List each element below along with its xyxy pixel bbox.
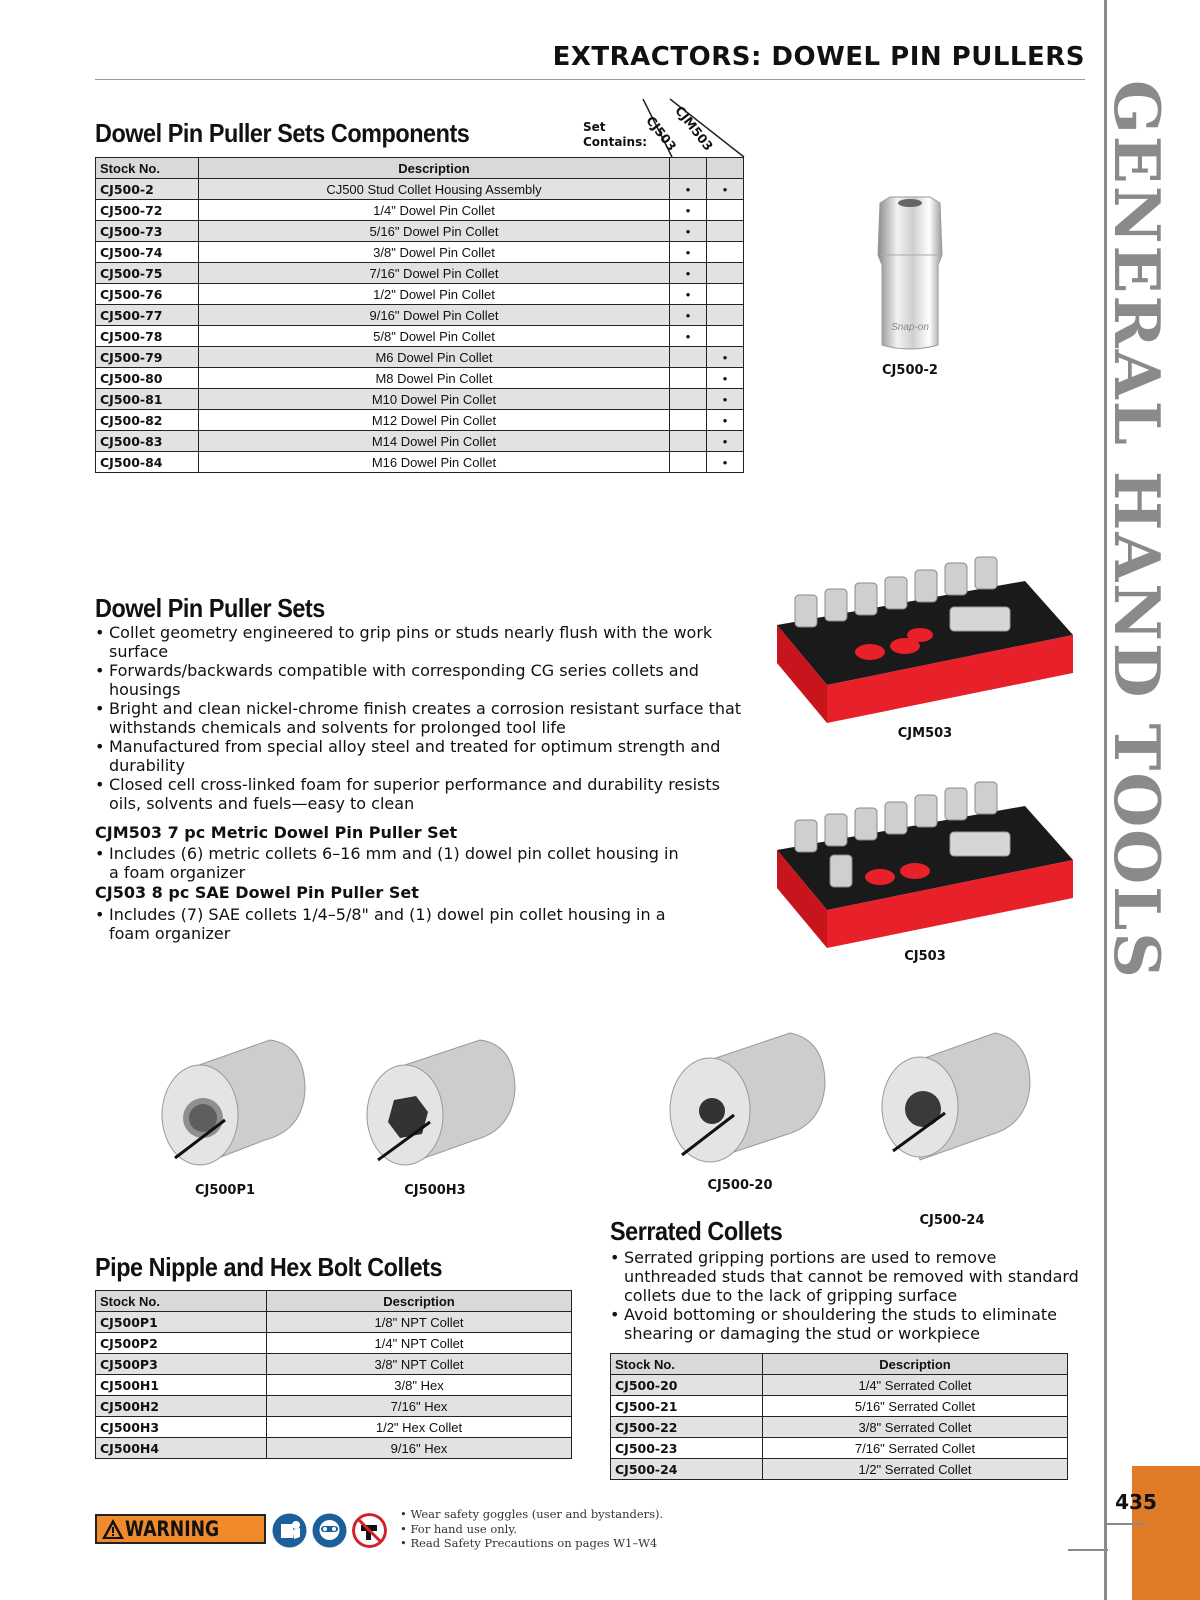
section-tab — [1132, 1466, 1200, 1600]
cj503-caption: CJ503 — [904, 949, 946, 964]
table-row — [96, 284, 744, 305]
side-title — [1097, 80, 1177, 1010]
serrated-feature-list — [610, 1248, 1090, 1343]
description-cell: 3/8" Serrated Collet — [763, 1417, 1068, 1438]
page-number: 435 — [1115, 1490, 1157, 1514]
cjm503-included-mark — [707, 200, 744, 221]
cj500h3-image — [360, 1030, 520, 1180]
stock-number-cell: CJ500-73 — [96, 221, 199, 242]
cj503-included-mark — [670, 452, 707, 473]
description-cell: M16 Dowel Pin Collet — [198, 452, 669, 473]
table-row — [611, 1438, 1068, 1459]
table-row — [611, 1375, 1068, 1396]
column-header-description: Description — [267, 1291, 572, 1312]
description-cell: M14 Dowel Pin Collet — [198, 431, 669, 452]
table-row — [96, 1354, 572, 1375]
table-row — [96, 1333, 572, 1354]
components-heading: Dowel Pin Puller Sets Components — [95, 118, 470, 148]
stock-number-cell: CJ500-76 — [96, 284, 199, 305]
page-number-rule — [1106, 1523, 1144, 1525]
table-row — [96, 1417, 572, 1438]
description-cell: 5/16" Serrated Collet — [763, 1396, 1068, 1417]
components-table — [95, 157, 744, 473]
table-row — [96, 1396, 572, 1417]
sets-feature-list — [95, 623, 745, 813]
cj503-included-mark: • — [670, 221, 707, 242]
stock-number-cell: CJ500-77 — [96, 305, 199, 326]
cjm503-included-mark: • — [707, 410, 744, 431]
description-cell: 1/8" NPT Collet — [267, 1312, 572, 1333]
column-header-cjm503 — [707, 158, 744, 179]
stock-number-cell: CJ500H2 — [96, 1396, 267, 1417]
description-cell: 9/16" Dowel Pin Collet — [198, 305, 669, 326]
cjm503-included-mark — [707, 263, 744, 284]
stock-number-cell: CJ500H4 — [96, 1438, 267, 1459]
stock-number-cell: CJ500P2 — [96, 1333, 267, 1354]
description-cell: 9/16" Hex — [267, 1438, 572, 1459]
pipe-nipple-table — [95, 1290, 572, 1459]
table-row — [96, 389, 744, 410]
cj500-2-image — [870, 195, 950, 355]
stock-number-cell: CJ500-23 — [611, 1438, 763, 1459]
cjm503-included-mark: • — [707, 347, 744, 368]
column-header-stock: Stock No. — [611, 1354, 763, 1375]
table-row — [96, 305, 744, 326]
serrated-table — [610, 1353, 1068, 1480]
stock-number-cell: CJ500-79 — [96, 347, 199, 368]
cj503-included-mark — [670, 389, 707, 410]
cj503-included-mark: • — [670, 263, 707, 284]
cjm503-feature-item: • Includes (6) metric collets 6–16 mm and (1) dowel pin collet housing in a foam organizer — [95, 844, 685, 882]
set-contains-label — [583, 120, 647, 150]
table-row — [96, 431, 744, 452]
stock-number-cell: CJ500-24 — [611, 1459, 763, 1480]
description-cell: M6 Dowel Pin Collet — [198, 347, 669, 368]
cjm503-image — [775, 545, 1075, 735]
serrated-heading: Serrated Collets — [610, 1216, 783, 1246]
cjm503-included-mark: • — [707, 431, 744, 452]
cjm503-included-mark — [707, 242, 744, 263]
cjm503-included-mark — [707, 305, 744, 326]
description-cell: 1/2" Dowel Pin Collet — [198, 284, 669, 305]
cj503-included-mark: • — [670, 305, 707, 326]
set-column-cj503: CJ503 — [643, 113, 680, 154]
cj500-20-caption: CJ500-20 — [707, 1178, 773, 1193]
cj503-included-mark: • — [670, 284, 707, 305]
stock-number-cell: CJ500-72 — [96, 200, 199, 221]
no-power-tool-icon — [352, 1513, 387, 1548]
table-header-row — [96, 1291, 572, 1312]
cj500-2-caption: CJ500-2 — [882, 363, 938, 378]
table-header-row — [96, 158, 744, 179]
table-row — [96, 242, 744, 263]
stock-number-cell: CJ500-78 — [96, 326, 199, 347]
warning-notes — [400, 1507, 663, 1551]
cj503-heading: CJ503 8 pc SAE Dowel Pin Puller Set — [95, 883, 419, 902]
stock-number-cell: CJ500-74 — [96, 242, 199, 263]
sets-feature-item: • Collet geometry engineered to grip pins or studs nearly flush with the work surface — [95, 623, 745, 661]
cj503-included-mark — [670, 410, 707, 431]
warning-note: • For hand use only. — [400, 1522, 663, 1537]
stock-number-cell: CJ500H3 — [96, 1417, 267, 1438]
cj503-included-mark: • — [670, 200, 707, 221]
table-row — [96, 452, 744, 473]
description-cell: M8 Dowel Pin Collet — [198, 368, 669, 389]
cjm503-included-mark — [707, 326, 744, 347]
sets-heading: Dowel Pin Puller Sets — [95, 593, 325, 623]
description-cell: CJ500 Stud Collet Housing Assembly — [198, 179, 669, 200]
cjm503-feature-list — [95, 844, 685, 882]
description-cell: 1/4" Dowel Pin Collet — [198, 200, 669, 221]
cj500h3-caption: CJ500H3 — [404, 1183, 466, 1198]
cj503-included-mark: • — [670, 179, 707, 200]
table-row — [611, 1459, 1068, 1480]
stock-number-cell: CJ500-81 — [96, 389, 199, 410]
svg-text:Snap-on: Snap-on — [891, 322, 929, 333]
cjm503-included-mark — [707, 221, 744, 242]
stock-number-cell: CJ500-20 — [611, 1375, 763, 1396]
stock-number-cell: CJ500-80 — [96, 368, 199, 389]
warning-note: • Wear safety goggles (user and bystanders). — [400, 1507, 663, 1522]
table-row — [96, 263, 744, 284]
cjm503-included-mark: • — [707, 452, 744, 473]
description-cell: 3/8" NPT Collet — [267, 1354, 572, 1375]
table-header-row — [611, 1354, 1068, 1375]
cj503-feature-list — [95, 905, 685, 943]
page-number-rule — [1068, 1549, 1108, 1551]
description-cell: 1/2" Serrated Collet — [763, 1459, 1068, 1480]
column-header-description: Description — [198, 158, 669, 179]
stock-number-cell: CJ500-75 — [96, 263, 199, 284]
table-row — [96, 326, 744, 347]
sets-feature-item: • Bright and clean nickel-chrome finish creates a corrosion resistant surface that withstands chemicals and solvents for prolonged tool life — [95, 699, 745, 737]
table-row — [96, 221, 744, 242]
description-cell: 1/4" NPT Collet — [267, 1333, 572, 1354]
description-cell: 5/8" Dowel Pin Collet — [198, 326, 669, 347]
description-cell: 1/2" Hex Collet — [267, 1417, 572, 1438]
safety-goggles-icon — [312, 1513, 347, 1548]
table-row — [96, 410, 744, 431]
stock-number-cell: CJ500-22 — [611, 1417, 763, 1438]
read-manual-icon — [272, 1513, 307, 1548]
description-cell: 1/4" Serrated Collet — [763, 1375, 1068, 1396]
description-cell: M10 Dowel Pin Collet — [198, 389, 669, 410]
column-header-stock: Stock No. — [96, 158, 199, 179]
table-row — [96, 1312, 572, 1333]
side-title-text: GENERAL HAND TOOLS — [1100, 80, 1174, 980]
cjm503-heading: CJM503 7 pc Metric Dowel Pin Puller Set — [95, 823, 458, 842]
cj500p1-image — [155, 1030, 310, 1180]
sets-feature-item: • Forwards/backwards compatible with corresponding CG series collets and housings — [95, 661, 745, 699]
cj503-included-mark: • — [670, 326, 707, 347]
stock-number-cell: CJ500H1 — [96, 1375, 267, 1396]
description-cell: 7/16" Hex — [267, 1396, 572, 1417]
table-row — [96, 1375, 572, 1396]
set-column-cjm503: CJM503 — [672, 103, 717, 154]
cj500p1-caption: CJ500P1 — [194, 1183, 256, 1198]
serrated-feature-item: • Serrated gripping portions are used to remove unthreaded studs that cannot be removed with standard collets due to the lack of gripping surface — [610, 1248, 1090, 1305]
page-header — [95, 40, 1085, 80]
cj503-included-mark: • — [670, 242, 707, 263]
table-row — [96, 200, 744, 221]
description-cell: 7/16" Serrated Collet — [763, 1438, 1068, 1459]
warning-label: WARNING — [125, 1517, 220, 1541]
cj503-feature-item: • Includes (7) SAE collets 1/4–5/8" and (1) dowel pin collet housing in a foam organizer — [95, 905, 685, 943]
stock-number-cell: CJ500-82 — [96, 410, 199, 431]
description-cell: 3/8" Hex — [267, 1375, 572, 1396]
table-row — [611, 1396, 1068, 1417]
stock-number-cell: CJ500P1 — [96, 1312, 267, 1333]
sets-feature-item: • Closed cell cross-linked foam for superior performance and durability resists oils, solvents and fuels—easy to clean — [95, 775, 745, 813]
cj503-included-mark — [670, 347, 707, 368]
description-cell: M12 Dowel Pin Collet — [198, 410, 669, 431]
cjm503-included-mark — [707, 284, 744, 305]
table-row — [96, 347, 744, 368]
cjm503-included-mark: • — [707, 389, 744, 410]
warning-note: • Read Safety Precautions on pages W1–W4 — [400, 1536, 663, 1551]
column-header-description: Description — [763, 1354, 1068, 1375]
stock-number-cell: CJ500-2 — [96, 179, 199, 200]
cjm503-included-mark: • — [707, 179, 744, 200]
sets-feature-item: • Manufactured from special alloy steel and treated for optimum strength and durability — [95, 737, 745, 775]
cjm503-included-mark: • — [707, 368, 744, 389]
table-row — [611, 1417, 1068, 1438]
stock-number-cell: CJ500-83 — [96, 431, 199, 452]
description-cell: 3/8" Dowel Pin Collet — [198, 242, 669, 263]
table-row — [96, 368, 744, 389]
description-cell: 5/16" Dowel Pin Collet — [198, 221, 669, 242]
cj503-image — [775, 770, 1075, 960]
cj500-24-caption: CJ500-24 — [919, 1213, 985, 1228]
set-contains-line-2: Contains: — [583, 135, 648, 149]
stock-number-cell: CJ500P3 — [96, 1354, 267, 1375]
cj500-20-image — [660, 1025, 830, 1175]
table-row — [96, 1438, 572, 1459]
description-cell: 7/16" Dowel Pin Collet — [198, 263, 669, 284]
table-row — [96, 179, 744, 200]
column-header-cj503 — [670, 158, 707, 179]
serrated-feature-item: • Avoid bottoming or shouldering the studs to eliminate shearing or damaging the stud or workpiece — [610, 1305, 1090, 1343]
cj500-24-image — [875, 1025, 1035, 1175]
warning-triangle-icon — [101, 1518, 125, 1540]
column-header-stock: Stock No. — [96, 1291, 267, 1312]
cj503-included-mark — [670, 368, 707, 389]
pipe-nipple-heading: Pipe Nipple and Hex Bolt Collets — [95, 1252, 443, 1282]
stock-number-cell: CJ500-21 — [611, 1396, 763, 1417]
cjm503-caption: CJM503 — [897, 726, 953, 741]
cj503-included-mark — [670, 431, 707, 452]
stock-number-cell: CJ500-84 — [96, 452, 199, 473]
page-title: EXTRACTORS: DOWEL PIN PULLERS — [552, 42, 1085, 72]
warning-badge — [95, 1514, 266, 1544]
set-contains-line-1: Set — [583, 120, 606, 134]
